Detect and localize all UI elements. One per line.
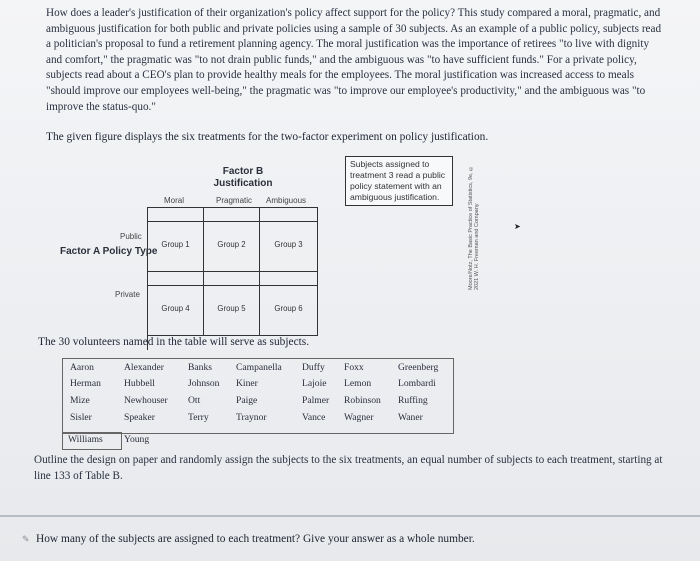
volunteer-name: Terry (188, 412, 209, 423)
question-line (22, 533, 475, 545)
volunteer-name: Newhouser (124, 395, 168, 406)
grid-header-cell (260, 208, 318, 222)
volunteer-name: Johnson (188, 378, 220, 389)
row-label-public: Public (120, 232, 142, 241)
volunteer-name: Wagner (344, 412, 374, 423)
grid-spacer-cell (148, 272, 204, 286)
row-label-private: Private (115, 290, 140, 299)
volunteer-name: Greenberg (398, 362, 439, 373)
volunteer-name: Robinson (344, 395, 381, 406)
volunteer-name: Lombardi (398, 378, 436, 389)
treatment-grid (147, 207, 318, 350)
volunteer-name: Speaker (124, 412, 155, 423)
volunteer-name: Mize (70, 395, 90, 406)
col-label-moral: Moral (164, 196, 185, 205)
volunteer-name: Alexander (124, 362, 164, 373)
section-divider (0, 515, 700, 517)
volunteer-name: Foxx (344, 362, 364, 373)
volunteer-name: Sisler (70, 412, 92, 423)
factor-a-title: Factor A Policy Type (60, 246, 158, 257)
volunteer-name: Palmer (302, 395, 330, 406)
col-label-ambiguous: Ambiguous (266, 196, 307, 205)
cell-group-5: Group 5 (204, 286, 260, 336)
figure-intro: The given figure displays the six treatments for the two-factor experiment on policy justification. (46, 131, 489, 143)
volunteer-name: Waner (398, 412, 423, 423)
volunteer-name: Lajoie (302, 378, 327, 389)
volunteers-table (62, 358, 454, 450)
volunteer-name: Kiner (236, 378, 258, 389)
question-marker-icon: ✎ (22, 534, 30, 545)
cell-group-6: Group 6 (260, 286, 318, 336)
volunteer-name: Ott (188, 395, 201, 406)
volunteer-name: Campanella (236, 362, 282, 373)
treatment-figure (60, 158, 480, 328)
cell-group-2: Group 2 (204, 222, 260, 272)
figure-credit: Moore/Notz, The Basic Practice of Statistics, 9e, © 2021 W. H. Freeman and Company (468, 164, 480, 290)
cursor-arrow-icon: ➤ (514, 222, 521, 231)
volunteer-name: Banks (188, 362, 212, 373)
volunteer-name: Paige (236, 395, 258, 406)
grid-header-cell (148, 208, 204, 222)
factor-b-title: Factor B Justification (213, 166, 273, 189)
volunteer-name: Hubbell (124, 378, 155, 389)
volunteer-name: Aaron (70, 362, 94, 373)
question-text: How many of the subjects are assigned to each treatment? Give your answer as a whole number. (36, 533, 475, 545)
volunteers-intro: The 30 volunteers named in the table will serve as subjects. (38, 336, 310, 348)
cell-group-1: Group 1 (148, 222, 204, 272)
volunteer-name: Ruffing (398, 395, 428, 406)
callout-box: Subjects assigned to treatment 3 read a public policy statement with an ambiguous justification. (345, 156, 453, 206)
intro-paragraph: How does a leader's justification of their organization's policy affect support for the policy? This study compared a moral, pragmatic, and ambiguous justification for both public and private policies using a sample of 30 subjects. As an example of a public policy, subjects read a politician's proposal to fund a retirement planning agency. The moral justification was the importance of retirees "to live with dignity and comfort," the pragmatic was "to not drain public funds," and the ambiguous was "to have sufficient funds." For a private policy, subjects read about a CEO's plan to provide healthy meals for the employees. The moral justification was increased access to meals "should improve our employees well-being," the pragmatic was "to improve our employee's productivity," and the ambiguous was "to improve the status-quo." (46, 7, 662, 113)
instruction-text: Outline the design on paper and randomly assign the subjects to the six treatments, an equal number of subjects to each treatment, starting at line 133 of Table B. (34, 454, 663, 482)
col-label-pragmatic: Pragmatic (216, 196, 253, 205)
cell-group-3: Group 3 (260, 222, 318, 272)
volunteer-name: Williams (68, 434, 103, 445)
volunteer-name: Vance (302, 412, 326, 423)
volunteer-name: Young (124, 434, 150, 445)
volunteer-name: Herman (70, 378, 101, 389)
volunteer-name: Traynor (236, 412, 267, 423)
grid-header-cell (204, 208, 260, 222)
cell-group-4: Group 4 (148, 286, 204, 336)
grid-spacer-cell (260, 272, 318, 286)
volunteer-name: Duffy (302, 362, 325, 373)
grid-spacer-cell (204, 272, 260, 286)
volunteer-name: Lemon (344, 378, 372, 389)
